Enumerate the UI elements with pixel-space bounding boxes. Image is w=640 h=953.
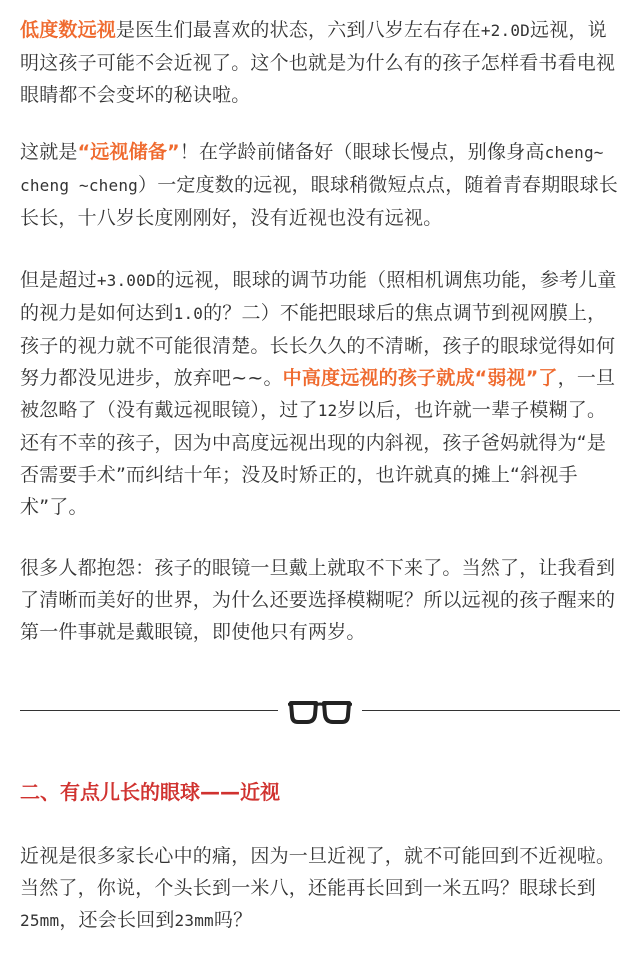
text-span: ！在学龄前储备好（眼球长慢点，别像身高 [179, 141, 545, 163]
cheng-text: cheng~ cheng ~cheng [20, 143, 604, 195]
vision-value: 1.0 [173, 304, 204, 323]
text-span: 这就是 [20, 141, 78, 163]
paragraph-hyperopia-reserve [20, 136, 624, 234]
paragraph-low-hyperopia [20, 14, 624, 111]
text-span: 的远视，眼球的调节功能（照相机调焦功能，参考儿童的视力是如何达到 [20, 269, 617, 324]
paragraph-myopia [20, 840, 624, 937]
text-span: 吗？ [213, 909, 253, 931]
glasses-icon [288, 695, 352, 725]
paragraph-wearing-glasses [20, 552, 624, 648]
text-span: 但是超过 [20, 269, 97, 291]
text-span: ）一定度数的远视，眼球稍微短点点，随着青春期眼球长长长，十八岁长度刚刚好，没有近视也没有远视。 [20, 174, 619, 229]
text-span: 很多人都抱怨：孩子的眼镜一旦戴上就取不下来了。当然了，让我看到了清晰而美好的世界，为什么还要选择模糊呢？所以远视的孩子醒来的第一件事就是戴眼镜，即使他只有两岁。 [20, 557, 616, 643]
section-title: 二、有点儿长的眼球——近视 [20, 780, 280, 804]
diopter-value: +2.0D [480, 21, 530, 40]
eyeball-length-value: 23mm [174, 911, 214, 930]
text-span: 远视，说明这孩子可能不会近视了。这个也就是为什么有的孩子怎样看书看电视眼睛都不会变坏的秘诀啦。 [20, 19, 616, 106]
highlight-hyperopia-reserve: “远视储备” [77, 141, 180, 163]
highlight-low-hyperopia: 低度数远视 [20, 19, 117, 41]
divider-line-left [20, 710, 278, 711]
text-span: ，还会长回到 [59, 909, 175, 931]
text-span: ，一旦被忽略了（没有戴远视眼镜），过了 [20, 367, 616, 421]
divider-line-right [362, 710, 620, 711]
section-divider [20, 692, 620, 728]
text-span: 的？二）不能把眼球后的焦点调节到视网膜上，孩子的视力就不可能很清楚。长长久久的不清晰，孩子的眼球觉得如何努力都没见进步，放弃吧~~。 [20, 302, 616, 389]
highlight-amblyopia: 中高度远视的孩子就成“弱视”了 [282, 367, 558, 389]
eyeball-length-value: 25mm [20, 911, 60, 930]
paragraph-high-hyperopia [20, 264, 624, 523]
text-span: 是医生们最喜欢的状态，六到八岁左右存在 [116, 19, 481, 41]
diopter-value: +3.00D [96, 271, 156, 290]
text-span: 近视是很多家长心中的痛，因为一旦近视了，就不可能回到不近视啦。当然了，你说，个头长到一米八，还能再长回到一米五吗？眼球长到 [20, 845, 616, 899]
text-span: 岁以后，也许就一辈子模糊了。还有不幸的孩子，因为中高度远视出现的内斜视，孩子爸妈就得为“是否需要手术”而纠结十年；没及时矫正的，也许就真的摊上“斜视手术”了。 [20, 399, 607, 518]
age-value: 12 [317, 401, 338, 420]
